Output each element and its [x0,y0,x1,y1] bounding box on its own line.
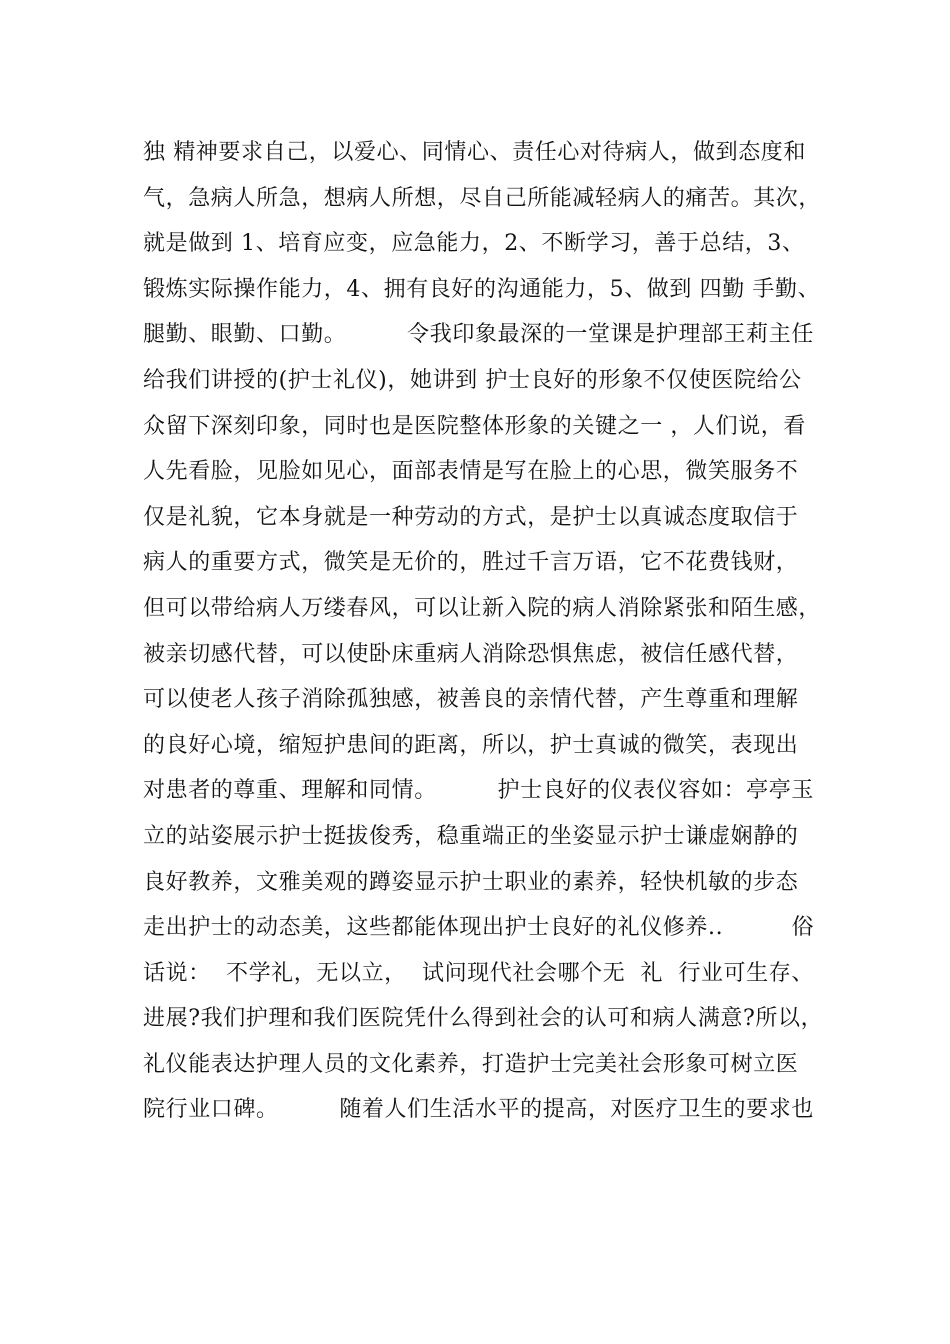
text-line: 话说： 不学礼，无以立， 试问现代社会哪个无 礼 行业可生存、 [143,960,814,986]
text-line: 锻炼实际操作能力，4、拥有良好的沟通能力，5、做到 四勤 手勤、 [143,276,821,302]
text-line: 良好教养，文雅美观的蹲姿显示护士职业的素养，轻快机敏的步态 [143,869,799,895]
text-line: 仅是礼貌，它本身就是一种劳动的方式，是护士以真诚态度取信于 [143,504,799,530]
text-line: 气，急病人所急，想病人所想，尽自己所能减轻病人的痛苦。其次， [143,185,822,211]
text-line: 给我们讲授的(护士礼仪)，她讲到 护士良好的形象不仅使医院给公 [143,367,802,393]
text-line: 对患者的尊重、理解和同情。 护士良好的仪表仪容如：亭亭玉 [143,778,814,804]
text-line: 院行业口碑。 随着人们生活水平的提高，对医疗卫生的要求也 [143,1097,814,1123]
text-line: 病人的重要方式，微笑是无价的，胜过千言万语，它不花费钱财， [143,550,799,576]
text-line: 独 精神要求自己，以爱心、同情心、责任心对待病人，做到态度和 [143,140,806,165]
text-line: 被亲切感代替，可以使卧床重病人消除恐惧焦虑，被信任感代替， [143,641,799,667]
text-line: 走出护士的动态美，这些都能体现出护士良好的礼仪修养.. 俗 [143,915,815,941]
body-text [143,134,843,1137]
text-line: 众留下深刻印象，同时也是医院整体形象的关键之一 ，人们说，看 [143,413,806,439]
text-line: 人先看脸，见脸如见心，面部表情是写在脸上的心思，微笑服务不 [143,459,799,485]
text-line: 进展?我们护理和我们医院凭什么得到社会的认可和病人满意?所以， [143,1006,824,1032]
text-line: 立的站姿展示护士挺拔俊秀，稳重端正的坐姿显示护士谦虚娴静的 [143,823,799,849]
text-line: 可以使老人孩子消除孤独感，被善良的亲情代替，产生尊重和理解 [143,687,799,713]
text-line: 的良好心境，缩短护患间的距离，所以，护士真诚的微笑，表现出 [143,732,799,758]
text-line: 礼仪能表达护理人员的文化素养，打造护士完美社会形象可树立医 [143,1051,799,1077]
text-line: 腿勤、眼勤、口勤。 令我印象最深的一堂课是护理部王莉主任 [143,322,814,348]
text-line: 就是做到 1、培育应变，应急能力，2、不断学习，善于总结，3、 [143,231,805,257]
text-line: 但可以带给病人万缕春风，可以让新入院的病人消除紧张和陌生感， [143,595,822,621]
